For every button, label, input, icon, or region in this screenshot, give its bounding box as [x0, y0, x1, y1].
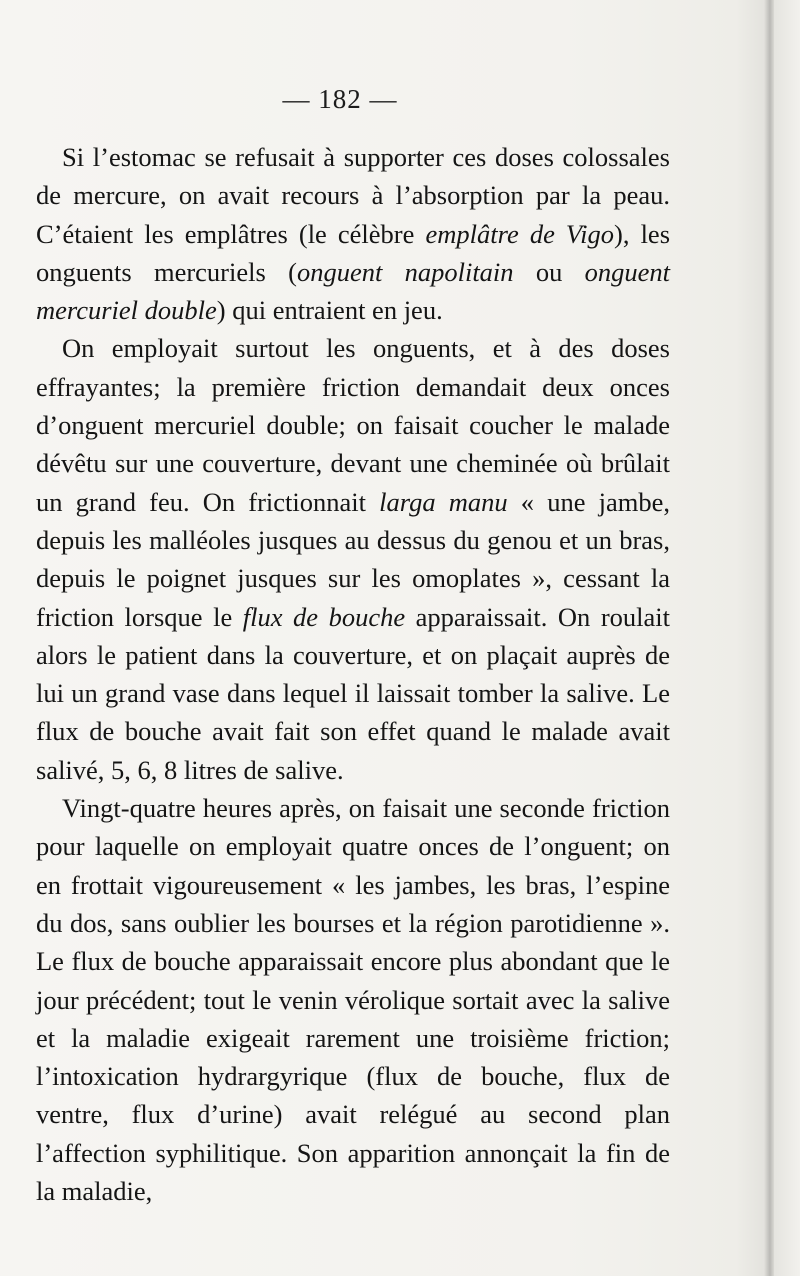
paragraph [36, 329, 670, 789]
text-run: ) qui entraient en jeu. [216, 295, 443, 326]
page-number: — 182 — [282, 84, 398, 114]
italic-text: flux de bouche [242, 601, 406, 632]
text-run: « une jambe, depuis les malléoles jusques au dessus du genou et un bras, depuis le poignet jusques sur les omoplates », cessant la friction lorsque le [36, 486, 670, 632]
italic-text: emplâtre de Vigo [425, 218, 615, 249]
italic-text: onguent napolitain [296, 256, 514, 287]
paragraph [36, 138, 670, 329]
text-run: Vingt-quatre heures après, on faisait une seconde friction pour laquelle on employait quatre onces de l’onguent; on en frottait vigoureusement « les jambes, les bras, l’espine du dos, sans oublier les bourses et la région parotidienne ». Le flux de bouche apparaissait encore plus abondant que le jour précédent; tout le venin vérolique sortait avec la salive et la maladie exigeait rarement une troisième friction; l’intoxication hydrargyrique (flux de bouche, flux de ventre, flux d’urine) avait relégué au second plan l’affection syphilitique. Son apparition annonçait la fin de la maladie, [36, 793, 670, 1207]
text-run: ou [513, 256, 585, 287]
text-run: Si l’estomac se refusait à supporter ces doses colossales de mercure, on avait recours à l’absorption par la peau. C’étaient les emplâtres (le célèbre [36, 142, 670, 249]
italic-text: onguent mercuriel double [36, 256, 671, 326]
text-run: On employait surtout les onguents, et à des doses effrayantes; la première friction demandait deux onces d’onguent mercuriel double; on faisait coucher le malade dévêtu sur une couverture, devant une cheminée où brûlait un grand feu. On frictionnait [36, 333, 670, 517]
text-run: ), les onguents mercuriels ( [36, 218, 671, 287]
paragraph [36, 789, 670, 1210]
text-run: apparaissait. On roulait alors le patient dans la couverture, et on plaçait auprès de lui un grand vase dans lequel il laissait tomber la salive. Le flux de bouche avait fait son effet quand le malade avait salivé, 5, 6, 8 litres de salive. [36, 601, 670, 785]
italic-text: larga manu [379, 486, 508, 517]
page-edge-shadow [764, 0, 774, 1276]
body-text [36, 138, 670, 1210]
